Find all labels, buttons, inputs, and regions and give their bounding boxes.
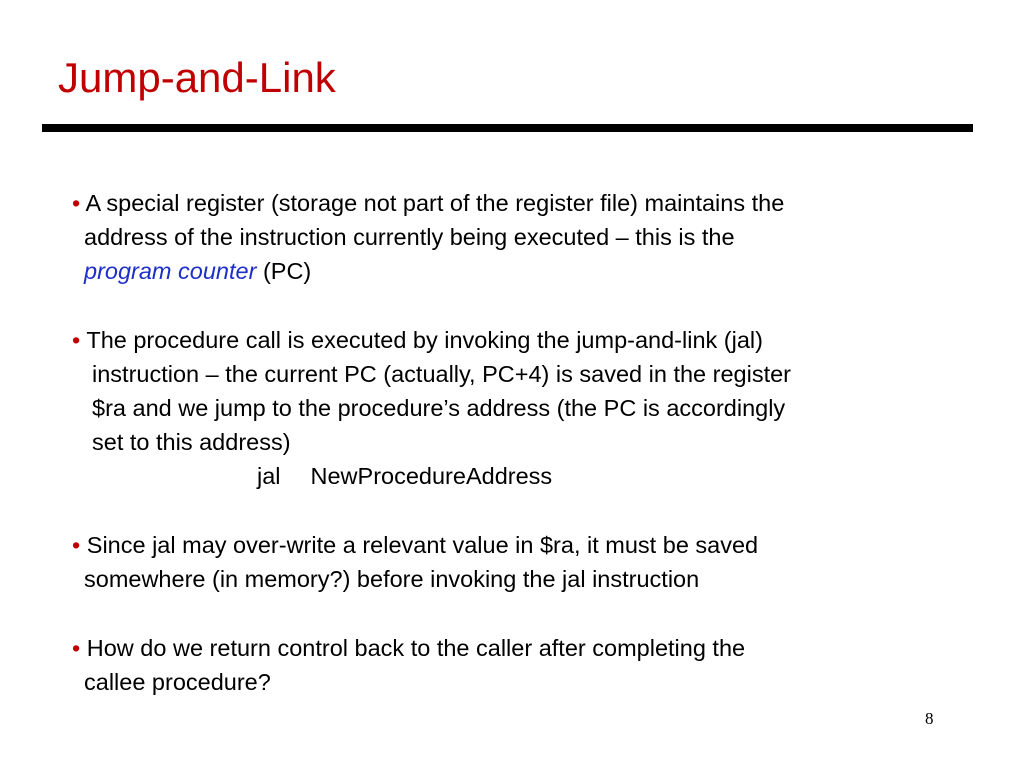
bullet-marker: •	[72, 635, 81, 661]
bullet-line	[72, 528, 758, 562]
bullet-text: (PC)	[262, 258, 312, 284]
emphasis-term: program counter	[84, 258, 257, 284]
bullet-line: instruction – the current PC (actually, PC+4) is saved in the register	[92, 361, 791, 387]
bullet-line: set to this address)	[92, 429, 291, 455]
bullet-return-control	[72, 631, 745, 699]
slide-title: Jump-and-Link	[58, 54, 336, 101]
bullet-line	[72, 323, 791, 357]
title-divider	[42, 124, 973, 132]
bullet-text: The procedure call is executed by invoking the jump-and-link (jal)	[86, 327, 763, 353]
bullet-line	[72, 254, 784, 288]
bullet-text: Since jal may over-write a relevant value in $ra, it must be saved	[86, 532, 759, 558]
code-example	[72, 459, 791, 493]
bullet-line: somewhere (in memory?) before invoking the jal instruction	[84, 566, 700, 592]
bullet-program-counter	[72, 186, 784, 288]
code-instruction: jal	[257, 463, 281, 489]
bullet-save-ra	[72, 528, 758, 596]
bullet-line: $ra and we jump to the procedure’s address (the PC is accordingly	[92, 395, 786, 421]
bullet-text: A special register (storage not part of the register file) maintains the	[85, 190, 785, 216]
bullet-line: address of the instruction currently being executed – this is the	[84, 224, 735, 250]
bullet-marker: •	[72, 327, 81, 353]
bullet-marker: •	[72, 190, 81, 216]
bullet-line: callee procedure?	[84, 669, 271, 695]
bullet-text: How do we return control back to the caller after completing the	[86, 635, 746, 661]
bullet-line	[72, 631, 745, 665]
bullet-marker: •	[72, 532, 81, 558]
page-number: 8	[925, 709, 934, 728]
code-operand: NewProcedureAddress	[310, 463, 553, 489]
bullet-jal-instruction	[72, 323, 791, 493]
bullet-line	[72, 186, 784, 220]
